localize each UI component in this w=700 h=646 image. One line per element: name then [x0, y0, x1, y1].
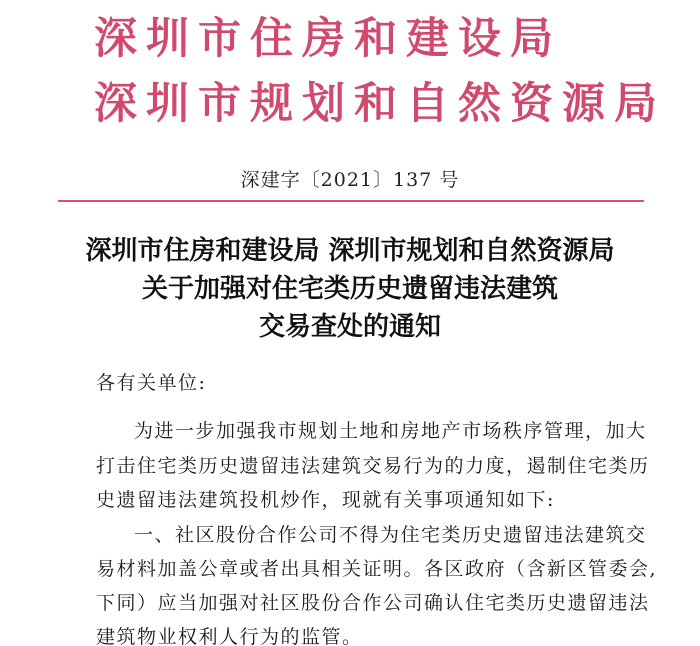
document-title-line-3: 交易查处的通知: [258, 312, 441, 342]
body-line-1: 为进一步加强我市规划土地和房地产市场秩序管理，加大: [134, 420, 647, 442]
body-line-3: 史遗留违法建筑投机炒作，现就有关事项通知如下:: [96, 489, 555, 511]
body-line-4: 一、社区股份合作公司不得为住宅类历史遗留违法建筑交: [134, 524, 647, 546]
body-line-7: 建筑物业权利人行为的监管。: [96, 626, 363, 646]
issuer-header-housing: 深圳市住房和建设局: [94, 14, 562, 64]
salutation: 各有关单位:: [96, 372, 207, 394]
body-line-5: 易材料加盖公章或者出具相关证明。各区政府（含新区管委会,: [96, 558, 658, 580]
document-title-line-2: 关于加强对住宅类历史遗留违法建筑: [141, 274, 558, 304]
body-line-2: 打击住宅类历史遗留违法建筑交易行为的力度，遏制住宅类历: [96, 455, 650, 477]
issuer-header-planning: 深圳市规划和自然资源局: [94, 79, 666, 129]
body-line-6: 下同）应当加强对社区股份合作公司确认住宅类历史遗留违法: [96, 592, 650, 614]
document-number: 深建字〔2021〕137 号: [240, 169, 460, 191]
document-title-line-1: 深圳市住房和建设局 深圳市规划和自然资源局: [85, 236, 615, 266]
red-divider-line: [58, 200, 644, 202]
